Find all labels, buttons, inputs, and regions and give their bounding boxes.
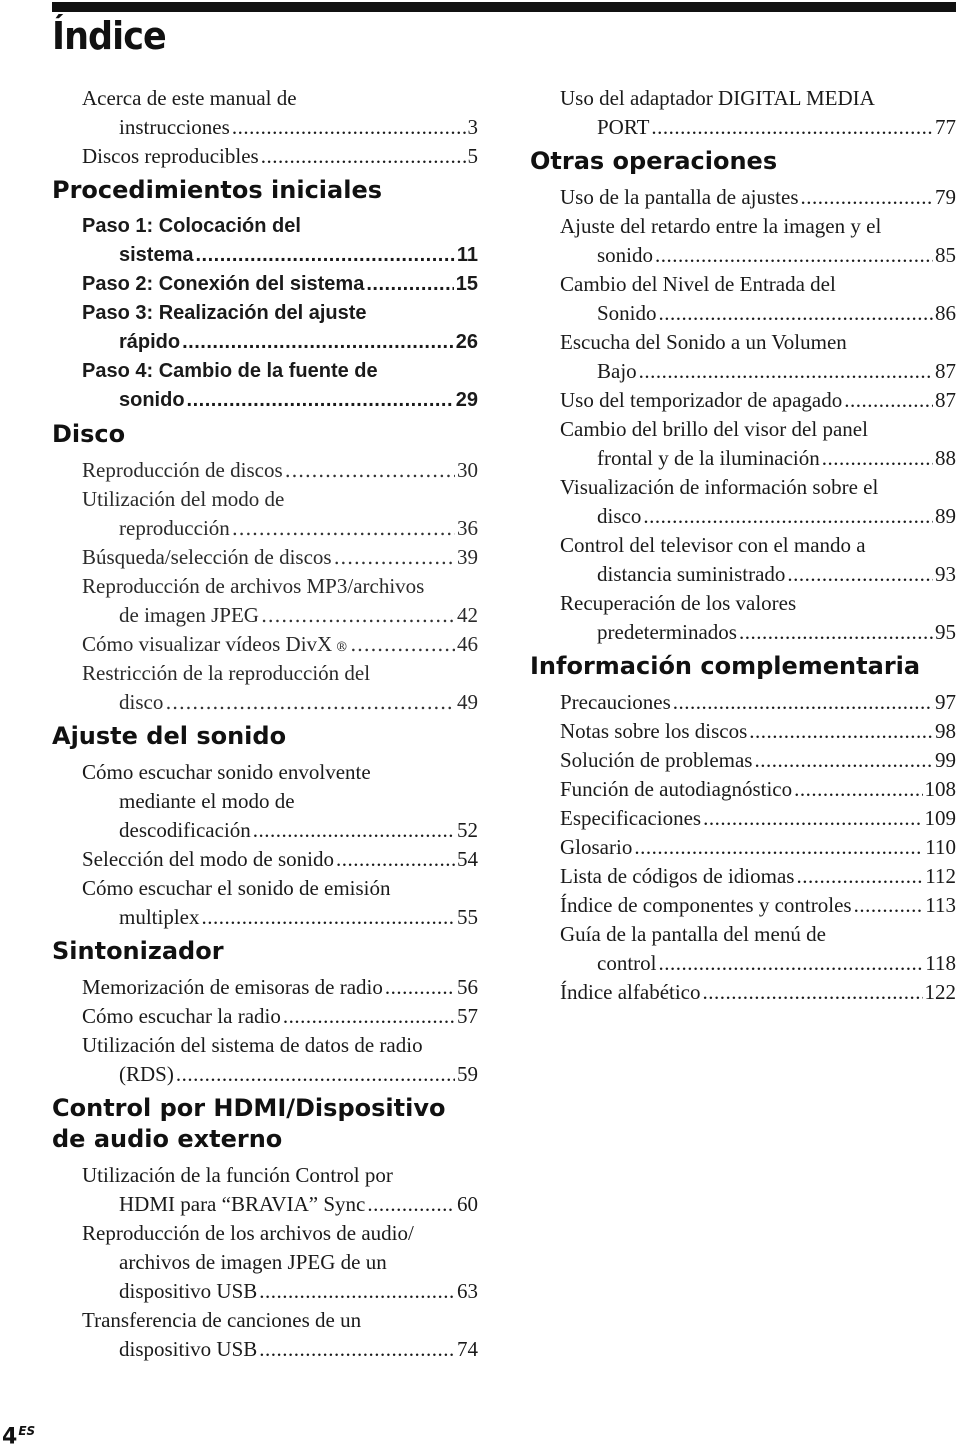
toc-entry-text: Cómo visualizar vídeos DivX — [82, 632, 333, 656]
section-heading: Disco — [52, 420, 126, 448]
toc-entry-text: dispositivo USB — [119, 1337, 258, 1361]
toc-entry-text: distancia suministrado — [597, 562, 786, 586]
toc-entry-line — [560, 299, 956, 328]
toc-page-number: 26 — [455, 331, 478, 353]
toc-entry-line — [82, 328, 478, 357]
toc-page-number: 42 — [457, 603, 478, 627]
toc-entry-text: Utilización de la función Control por — [82, 1163, 393, 1187]
toc-entry[interactable] — [82, 1306, 478, 1364]
dot-leader — [196, 241, 455, 270]
toc-entry[interactable] — [560, 531, 956, 589]
toc-entry-line — [82, 1190, 478, 1219]
dot-leader — [643, 502, 933, 531]
toc-entry-text: Notas sobre los discos — [560, 719, 748, 743]
section-heading: Información complementaria — [530, 652, 921, 680]
toc-entry-text: Guía de la pantalla del menú de — [560, 922, 826, 946]
toc-entry-line — [82, 241, 478, 270]
dot-leader — [844, 386, 933, 415]
toc-entry-line — [82, 485, 478, 514]
toc-entry[interactable] — [82, 659, 478, 717]
toc-page-number: 89 — [935, 504, 956, 528]
toc-entry-text: Reproducción de archivos MP3/archivos — [82, 574, 425, 598]
toc-entry-line — [82, 1335, 478, 1364]
toc-entry-line — [560, 357, 956, 386]
dot-leader — [754, 746, 933, 775]
dot-leader — [787, 560, 933, 589]
top-rule — [52, 2, 956, 12]
toc-entry-text: multiplex — [119, 905, 200, 929]
toc-entry[interactable] — [82, 212, 478, 270]
toc-entry-line — [560, 775, 956, 804]
section-heading: Otras operaciones — [530, 147, 778, 175]
toc-entry-line — [560, 891, 956, 920]
toc-entry-line — [82, 456, 478, 485]
toc-entry-text: disco — [119, 690, 164, 714]
toc-entry-text: disco — [597, 504, 642, 528]
toc-entry-line — [560, 444, 956, 473]
toc-entry-line — [560, 949, 956, 978]
toc-entry-line — [82, 688, 478, 717]
toc-entry[interactable] — [82, 1161, 478, 1219]
toc-entry[interactable] — [560, 212, 956, 270]
toc-entry-line — [560, 113, 956, 142]
toc-entry-text: predeterminados — [597, 620, 737, 644]
toc-page-number: 55 — [457, 905, 478, 929]
toc-entry-line — [560, 589, 956, 618]
toc-entry-line — [560, 241, 956, 270]
dot-leader — [794, 775, 922, 804]
page-number-value: 4 — [2, 1424, 18, 1450]
toc-page-number: 39 — [457, 545, 478, 569]
toc-entry[interactable] — [560, 270, 956, 328]
toc-entry[interactable] — [82, 357, 478, 415]
toc-entry[interactable] — [82, 299, 478, 357]
toc-entry-text: Paso 1: Colocación del — [82, 215, 301, 237]
toc-entry[interactable] — [560, 833, 956, 862]
dot-leader — [796, 862, 923, 891]
toc-left-column — [52, 84, 478, 1364]
toc-entry-text: sonido — [119, 389, 185, 411]
toc-entry-line — [82, 630, 478, 659]
toc-entry-text: Bajo — [597, 359, 637, 383]
toc-entry[interactable] — [560, 862, 956, 891]
toc-page-number: 46 — [457, 632, 478, 656]
toc-entry-text: Utilización del modo de — [82, 487, 285, 511]
toc-entry-line — [82, 572, 478, 601]
toc-entry-line — [82, 816, 478, 845]
toc-entry-line — [82, 845, 478, 874]
toc-entry[interactable] — [82, 874, 478, 932]
toc-page-number: 52 — [457, 818, 478, 842]
toc-entry[interactable] — [82, 142, 478, 171]
toc-entry-line — [82, 1219, 478, 1248]
toc-entry-line — [82, 84, 478, 113]
toc-entry-line — [560, 183, 956, 212]
dot-leader — [801, 183, 933, 212]
toc-page-number: 36 — [457, 516, 478, 540]
toc-entry-line — [82, 357, 478, 386]
toc-entry[interactable] — [82, 1031, 478, 1089]
toc-entry-text: (RDS) — [119, 1062, 174, 1086]
toc-page-number: 109 — [924, 806, 956, 830]
toc-entry-text: mediante el modo de — [119, 789, 295, 813]
toc-entry-line — [560, 833, 956, 862]
toc-entry[interactable] — [560, 978, 956, 1007]
dot-leader — [187, 386, 454, 415]
dot-leader — [658, 949, 923, 978]
toc-entry-line — [82, 1277, 478, 1306]
toc-entry-line — [82, 787, 478, 816]
toc-page-number: 74 — [457, 1337, 478, 1361]
toc-entry[interactable] — [560, 183, 956, 212]
toc-page-number: 59 — [457, 1062, 478, 1086]
toc-entry-text: Reproducción de discos — [82, 458, 283, 482]
dot-leader — [659, 299, 933, 328]
toc-entry-line — [82, 758, 478, 787]
toc-entry-text: Uso del temporizador de apagado — [560, 388, 843, 412]
section-heading: Sintonizador — [52, 937, 224, 965]
toc-entry-line — [560, 84, 956, 113]
toc-page-number: 85 — [935, 243, 956, 267]
toc-entry-line — [560, 978, 956, 1007]
dot-leader — [703, 978, 923, 1007]
toc-entry-text: reproducción — [119, 516, 230, 540]
language-tag: ES — [18, 1424, 36, 1438]
dot-leader — [182, 328, 454, 357]
toc-page-number: 54 — [457, 847, 478, 871]
toc-page-number: 86 — [935, 301, 956, 325]
toc-entry-line — [560, 717, 956, 746]
registered-mark: ® — [335, 640, 349, 655]
toc-entry-text: Glosario — [560, 835, 633, 859]
toc-entry[interactable] — [82, 758, 478, 845]
dot-leader — [655, 241, 933, 270]
toc-entry-text: archivos de imagen JPEG de un — [119, 1250, 387, 1274]
toc-entry-text: Sonido — [597, 301, 657, 325]
toc-page-number: 5 — [467, 144, 478, 168]
toc-entry-text: Discos reproducibles — [82, 144, 259, 168]
toc-entry-text: Índice de componentes y controles — [560, 893, 852, 917]
toc-entry-text: Cambio del brillo del visor del panel — [560, 417, 868, 441]
toc-entry-text: Acerca de este manual de — [82, 86, 297, 110]
toc-entry[interactable] — [82, 456, 478, 485]
toc-entry[interactable] — [560, 891, 956, 920]
dot-leader — [822, 444, 933, 473]
toc-entry[interactable] — [82, 543, 478, 572]
toc-entry-text: Paso 2: Conexión del sistema — [82, 273, 365, 295]
toc-entry-line — [560, 560, 956, 589]
toc-page-number: 49 — [457, 690, 478, 714]
toc-entry-text: Recuperación de los valores — [560, 591, 797, 615]
toc-entry-text: descodificación — [119, 818, 251, 842]
toc-entry-text: Precauciones — [560, 690, 671, 714]
toc-entry-text: Utilización del sistema de datos de radio — [82, 1033, 423, 1057]
toc-entry-line — [82, 659, 478, 688]
dot-leader — [283, 1002, 455, 1031]
dot-leader — [367, 1190, 455, 1219]
toc-entry-line — [560, 862, 956, 891]
toc-entry-text: frontal y de la iluminación — [597, 446, 820, 470]
dot-leader — [232, 514, 455, 543]
page-title: Índice — [52, 14, 166, 58]
toc-entry-line — [82, 874, 478, 903]
dot-leader — [334, 543, 455, 572]
toc-page-number: 87 — [935, 359, 956, 383]
toc-entry-line — [560, 804, 956, 833]
toc-entry-line — [560, 473, 956, 502]
toc-page-number: 87 — [935, 388, 956, 412]
toc-entry-line — [82, 543, 478, 572]
dot-leader — [350, 630, 455, 659]
toc-entry-text: Paso 4: Cambio de la fuente de — [82, 360, 378, 382]
dot-leader — [336, 845, 455, 874]
toc-entry-text: Memorización de emisoras de radio — [82, 975, 383, 999]
toc-entry[interactable] — [82, 973, 478, 1002]
toc-entry-line — [560, 502, 956, 531]
toc-page-number: 99 — [935, 748, 956, 772]
toc-entry[interactable] — [560, 775, 956, 804]
toc-entry-text: Ajuste del retardo entre la imagen y el — [560, 214, 882, 238]
dot-leader — [739, 618, 933, 647]
toc-entry-text: Solución de problemas — [560, 748, 753, 772]
dot-leader — [261, 601, 455, 630]
toc-entry-text: Lista de códigos de idiomas — [560, 864, 795, 888]
toc-entry[interactable] — [82, 845, 478, 874]
toc-entry-line — [560, 531, 956, 560]
toc-entry-line — [560, 746, 956, 775]
dot-leader — [176, 1060, 455, 1089]
dot-leader — [285, 456, 455, 485]
toc-right-column — [530, 84, 956, 1007]
toc-entry-line — [82, 601, 478, 630]
toc-entry[interactable] — [82, 630, 478, 659]
toc-entry-line — [560, 386, 956, 415]
toc-entry-text: Selección del modo de sonido — [82, 847, 334, 871]
toc-entry-line — [82, 1031, 478, 1060]
toc-entry-line — [82, 212, 478, 241]
toc-entry-text: control — [597, 951, 657, 975]
toc-entry[interactable] — [560, 589, 956, 647]
toc-page-number: 56 — [457, 975, 478, 999]
toc-entry[interactable] — [560, 688, 956, 717]
toc-entry[interactable] — [560, 328, 956, 386]
toc-entry-text: Transferencia de canciones de un — [82, 1308, 362, 1332]
toc-entry-text: Búsqueda/selección de discos — [82, 545, 332, 569]
toc-entry-text: Restricción de la reproducción del — [82, 661, 371, 685]
toc-entry[interactable] — [560, 84, 956, 142]
toc-page-number: 57 — [457, 1004, 478, 1028]
toc-page-number: 88 — [935, 446, 956, 470]
dot-leader — [651, 113, 933, 142]
toc-entry-text: Visualización de información sobre el — [560, 475, 879, 499]
section-heading: Control por HDMI/Dispositivo de audio externo — [52, 1094, 446, 1153]
toc-entry[interactable] — [82, 1219, 478, 1306]
toc-page-number: 98 — [935, 719, 956, 743]
section-heading: Procedimientos iniciales — [52, 176, 382, 204]
toc-entry-text: Cómo escuchar el sonido de emisión — [82, 876, 391, 900]
dot-leader — [854, 891, 924, 920]
dot-leader — [165, 688, 455, 717]
toc-page-number: 63 — [457, 1279, 478, 1303]
toc-page-number: 95 — [935, 620, 956, 644]
dot-leader — [259, 1335, 455, 1364]
toc-entry-line — [560, 212, 956, 241]
toc-entry-line — [82, 142, 478, 171]
toc-page-number: 11 — [456, 244, 478, 266]
toc-entry-text: Cambio del Nivel de Entrada del — [560, 272, 836, 296]
toc-entry-line — [82, 1002, 478, 1031]
toc-entry[interactable] — [560, 804, 956, 833]
toc-page-number: 118 — [925, 951, 956, 975]
toc-entry-text: Escucha del Sonido a un Volumen — [560, 330, 847, 354]
toc-entry[interactable] — [82, 84, 478, 142]
toc-entry-line — [82, 270, 478, 299]
toc-page-number: 79 — [935, 185, 956, 209]
toc-entry-text: de imagen JPEG — [119, 603, 259, 627]
toc-entry[interactable] — [82, 1002, 478, 1031]
dot-leader — [703, 804, 922, 833]
dot-leader — [673, 688, 933, 717]
dot-leader — [749, 717, 933, 746]
toc-entry-text: instrucciones — [119, 115, 230, 139]
dot-leader — [232, 113, 466, 142]
toc-page-number: 15 — [455, 273, 478, 295]
toc-page-number: 113 — [925, 893, 956, 917]
toc-entry-text: Especificaciones — [560, 806, 702, 830]
toc-entry-text: sistema — [119, 244, 194, 266]
toc-page-number: 29 — [455, 389, 478, 411]
toc-page-number: 112 — [925, 864, 956, 888]
toc-entry-text: rápido — [119, 331, 181, 353]
toc-entry[interactable] — [82, 485, 478, 543]
toc-entry-text: PORT — [597, 115, 650, 139]
toc-entry-line — [560, 270, 956, 299]
toc-entry-line — [82, 1161, 478, 1190]
toc-entry-text: Uso de la pantalla de ajustes — [560, 185, 799, 209]
toc-entry[interactable] — [82, 270, 478, 299]
dot-leader — [366, 270, 453, 299]
toc-entry-line — [82, 1060, 478, 1089]
dot-leader — [385, 973, 455, 1002]
toc-entry-line — [560, 328, 956, 357]
toc-entry-text: Reproducción de los archivos de audio/ — [82, 1221, 414, 1245]
toc-entry[interactable] — [560, 717, 956, 746]
toc-entry-text: HDMI para “BRAVIA” Sync — [119, 1192, 366, 1216]
toc-entry-text: Cómo escuchar la radio — [82, 1004, 281, 1028]
toc-entry-line — [560, 920, 956, 949]
toc-entry-text: Cómo escuchar sonido envolvente — [82, 760, 371, 784]
toc-entry-line — [82, 514, 478, 543]
toc-page-number: 60 — [457, 1192, 478, 1216]
toc-entry-line — [560, 688, 956, 717]
toc-page-number: 30 — [457, 458, 478, 482]
toc-page-number: 93 — [935, 562, 956, 586]
toc-entry-line — [82, 299, 478, 328]
page-number — [2, 1424, 35, 1449]
dot-leader — [639, 357, 933, 386]
toc-entry-text: Índice alfabético — [560, 980, 701, 1004]
toc-entry[interactable] — [82, 572, 478, 630]
dot-leader — [202, 903, 456, 932]
toc-entry-text: Uso del adaptador DIGITAL MEDIA — [560, 86, 875, 110]
toc-page-number: 110 — [925, 835, 956, 859]
toc-entry[interactable] — [560, 415, 956, 473]
toc-entry-line — [82, 113, 478, 142]
toc-entry-line — [82, 973, 478, 1002]
toc-entry-text: Control del televisor con el mando a — [560, 533, 866, 557]
toc-entry[interactable] — [560, 386, 956, 415]
toc-page-number: 3 — [467, 115, 478, 139]
toc-page-number: 97 — [935, 690, 956, 714]
toc-entry-text: Paso 3: Realización del ajuste — [82, 302, 367, 324]
toc-page-number: 122 — [924, 980, 956, 1004]
toc-entry-line — [82, 1306, 478, 1335]
toc-entry-line — [560, 415, 956, 444]
dot-leader — [261, 142, 466, 171]
toc-page-number: 108 — [924, 777, 956, 801]
toc-entry[interactable] — [560, 920, 956, 978]
toc-entry[interactable] — [560, 746, 956, 775]
toc-entry-line — [82, 903, 478, 932]
toc-entry-line — [560, 618, 956, 647]
toc-page-number: 77 — [935, 115, 956, 139]
toc-entry-line — [82, 1248, 478, 1277]
toc-entry-text: Función de autodiagnóstico — [560, 777, 793, 801]
dot-leader — [634, 833, 923, 862]
dot-leader — [259, 1277, 455, 1306]
toc-entry-text: dispositivo USB — [119, 1279, 258, 1303]
toc-entry[interactable] — [560, 473, 956, 531]
section-heading: Ajuste del sonido — [52, 722, 287, 750]
dot-leader — [253, 816, 455, 845]
toc-entry-line — [82, 386, 478, 415]
toc-entry-text: sonido — [597, 243, 654, 267]
